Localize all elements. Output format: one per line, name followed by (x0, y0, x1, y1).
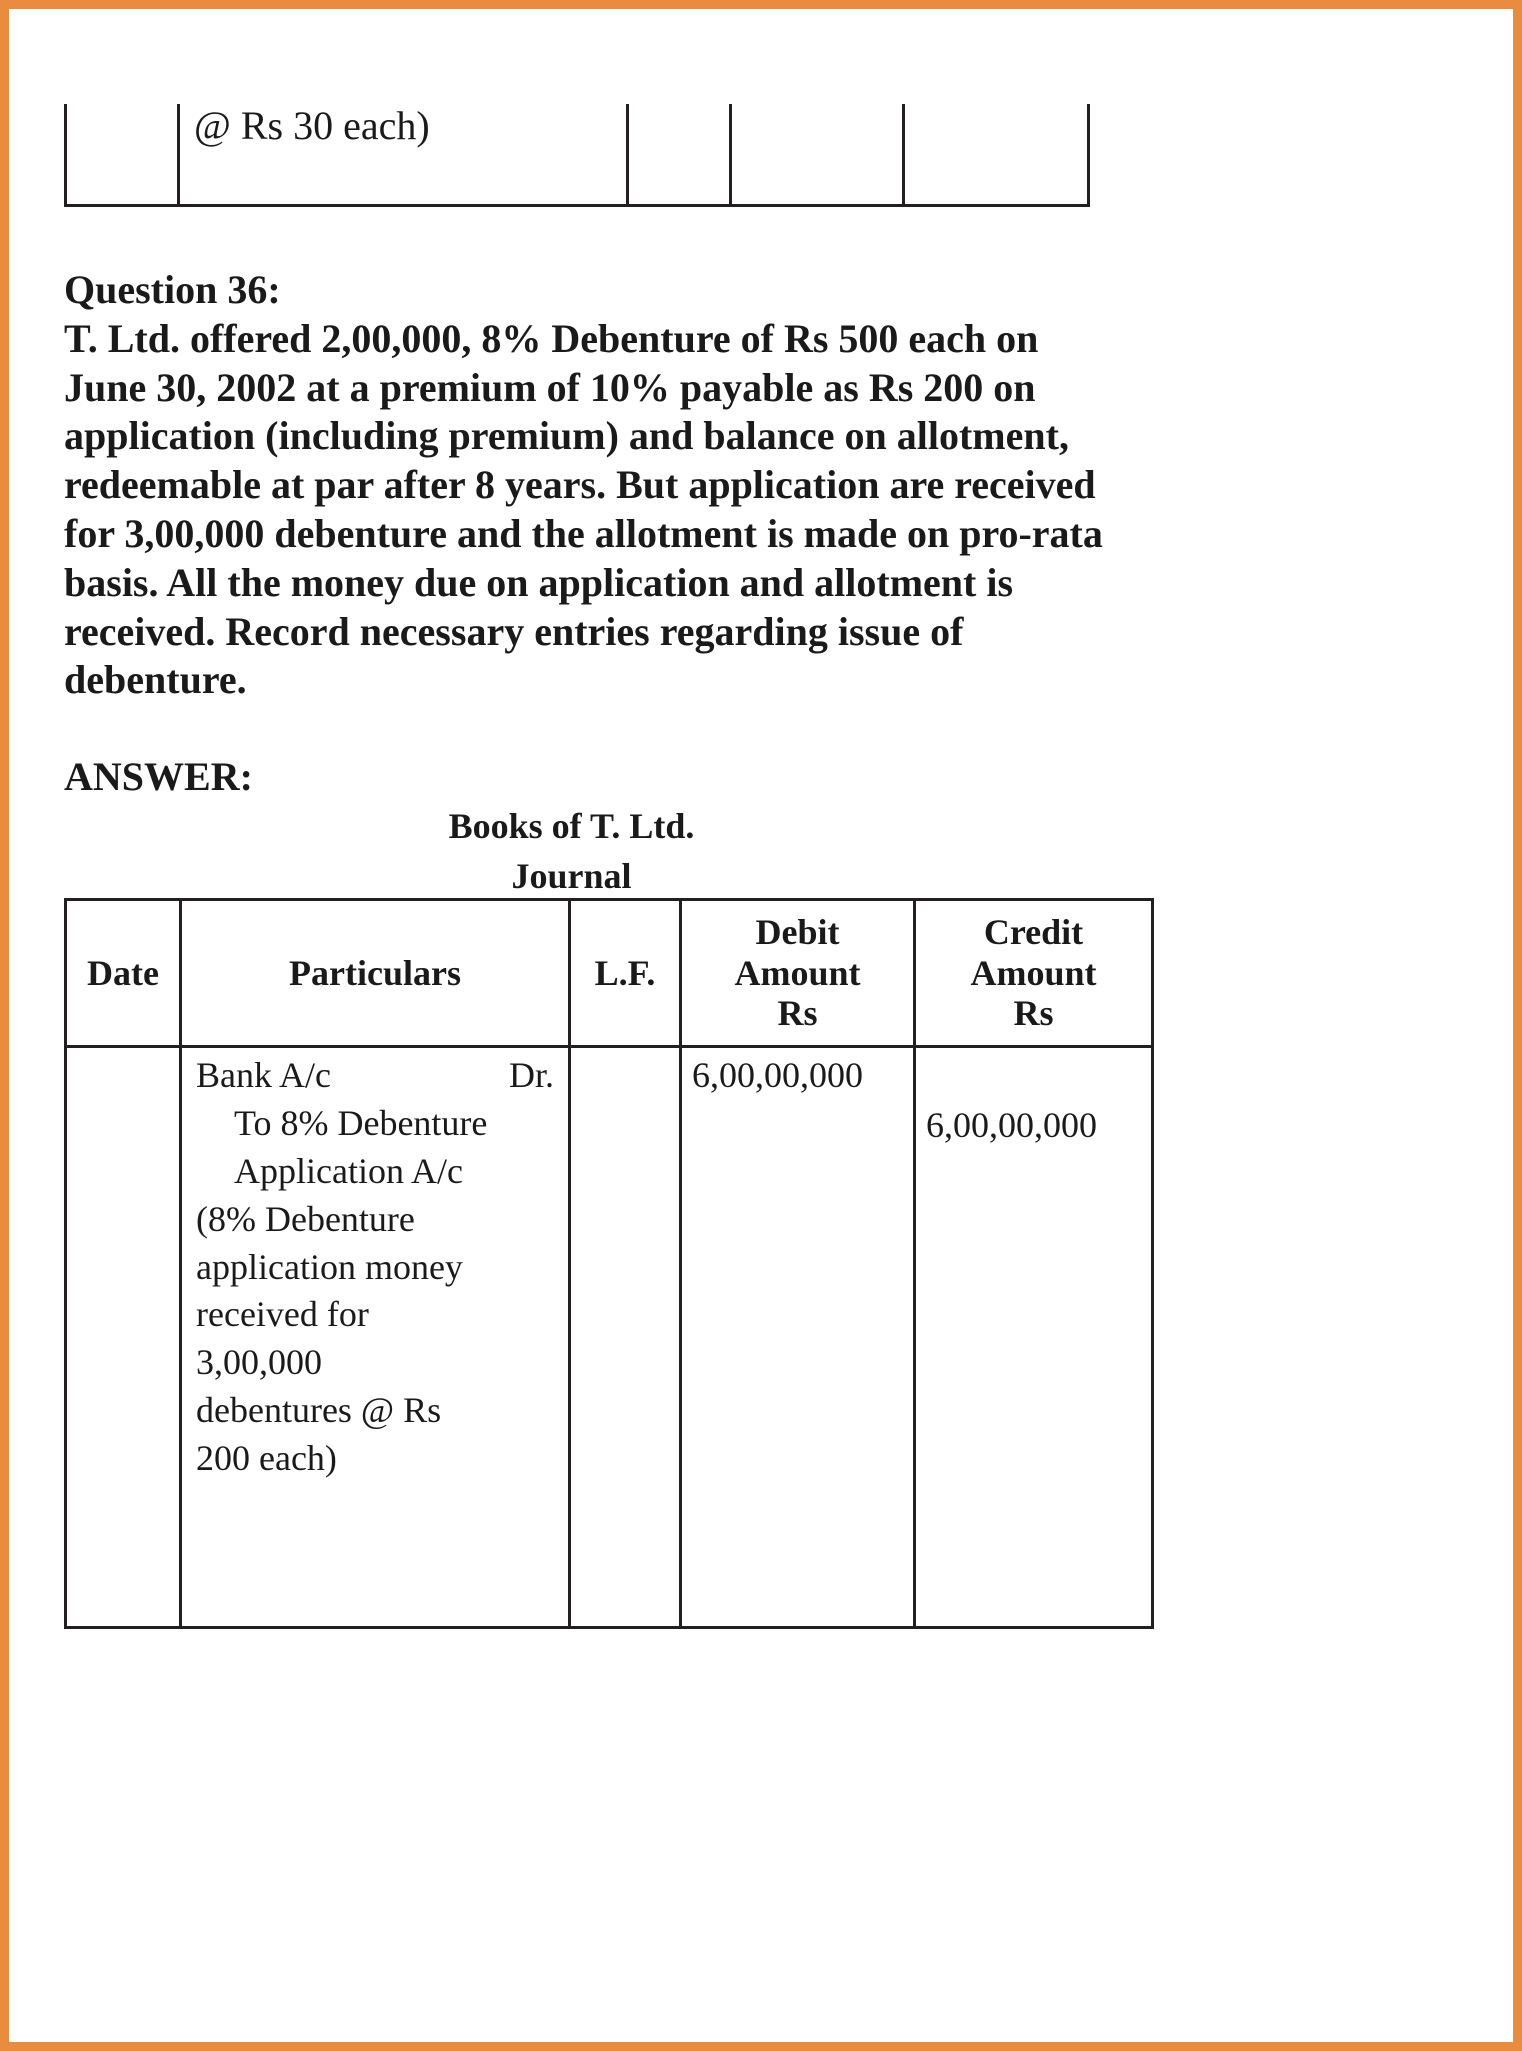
journal-label: Journal (511, 856, 632, 896)
entry-debit-account: Bank A/c (196, 1055, 331, 1095)
continuation-debit-cell (731, 104, 904, 206)
continuation-date-cell (66, 104, 179, 206)
narration-line6: 200 each) (196, 1438, 337, 1478)
narration-line2: application money (196, 1246, 463, 1287)
header-date: Date (66, 900, 181, 1047)
header-credit-line1: Credit (983, 911, 1084, 952)
narration-line4: 3,00,000 (196, 1342, 322, 1383)
question-heading: Question 36: (64, 267, 281, 312)
answer-heading: ANSWER: (64, 754, 253, 799)
continuation-lf-cell (628, 104, 731, 206)
header-debit-amount (681, 900, 915, 1047)
row-credit-amount-cell (915, 1047, 1153, 1628)
continuation-credit-cell (904, 104, 1089, 206)
entry-debit-suffix: Dr. (509, 1055, 554, 1095)
row-debit-amount-text: 6,00,00,000 (692, 1055, 863, 1095)
continuation-table (64, 104, 1090, 207)
narration-line1: (8% Debenture (196, 1198, 415, 1239)
journal-header-row (66, 900, 1153, 1047)
journal-table (64, 898, 1154, 1629)
books-title: Books of T. Ltd. (448, 806, 695, 846)
row-debit-amount-cell (681, 1047, 915, 1628)
header-credit-line2: Amount (970, 952, 1097, 993)
entry-debit-line (196, 1052, 560, 1100)
entry-credit-line2: Application A/c (234, 1150, 463, 1191)
header-particulars: Particulars (181, 900, 570, 1047)
entry-credit-line1: To 8% Debenture (234, 1102, 488, 1143)
continuation-particulars-text: @ Rs 30 each) (194, 103, 430, 148)
continuation-credit-text (905, 97, 919, 148)
narration-line3: received for (196, 1294, 369, 1335)
narration-line5: debentures @ Rs (196, 1390, 442, 1431)
header-lf: L.F. (570, 900, 681, 1047)
continuation-debit-text (732, 97, 746, 148)
question-text: T. Ltd. offered 2,00,000, 8% Debenture of Rs 500 each on June 30, 2002 at a premium of 10% payable as Rs 200 on application (including premium) and balance on allotment, redeemable at par after 8 years. But application are received for 3,00,000 debenture and the allotment is made on pro-rata basis. All the money due on application and allotment is received. Record necessary entries regarding issue of debenture. (64, 315, 1103, 703)
header-credit-amount (915, 900, 1153, 1047)
row-lf-cell (570, 1047, 681, 1628)
header-debit-line3: Rs (777, 993, 818, 1034)
continuation-particulars-cell (179, 104, 628, 206)
header-debit-line2: Amount (734, 952, 861, 993)
question-block (64, 266, 1134, 705)
row-credit-amount-text: 6,00,00,000 (926, 1105, 1097, 1145)
row-date-cell (66, 1047, 181, 1628)
row-particulars-cell (181, 1047, 570, 1628)
table-row (66, 104, 1089, 206)
table-row (66, 1047, 1153, 1628)
continuation-lf-text (629, 97, 643, 148)
continuation-date-text (67, 97, 81, 148)
page-content (18, 18, 1504, 2033)
header-debit-line1: Debit (755, 911, 840, 952)
header-credit-line3: Rs (1013, 993, 1054, 1034)
